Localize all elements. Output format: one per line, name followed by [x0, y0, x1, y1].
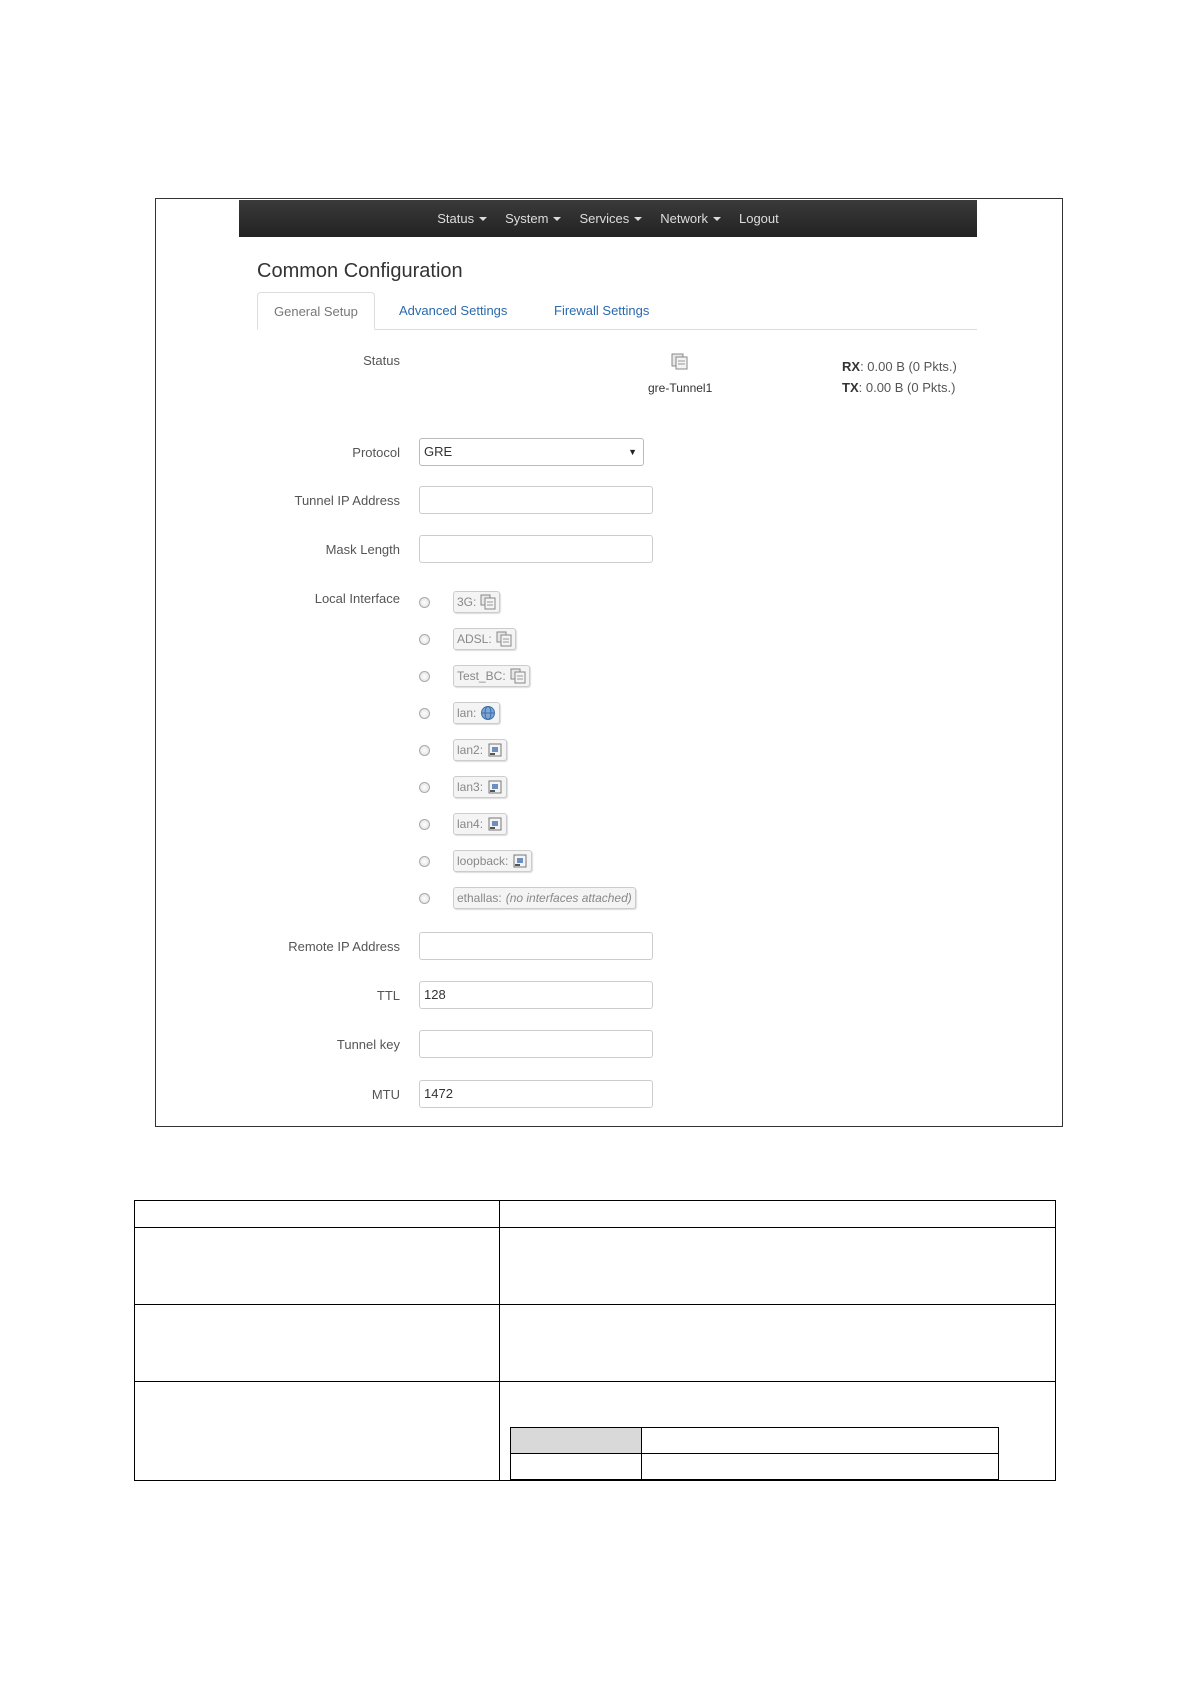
- ethernet-port-icon: [487, 816, 503, 832]
- dropdown-arrow-icon: ▼: [628, 447, 637, 457]
- mask-length-input[interactable]: [419, 535, 653, 563]
- table-cell: [135, 1382, 500, 1481]
- interface-badge-ethallas: [453, 887, 636, 909]
- nav-services[interactable]: [579, 211, 642, 226]
- nav-status-label: Status: [437, 211, 475, 226]
- interface-badge-lan2: [453, 739, 507, 761]
- inner-table: [510, 1427, 999, 1480]
- interface-badge-3g: [453, 591, 500, 613]
- inner-table-row: [511, 1454, 999, 1480]
- interface-name: ethallas:: [457, 891, 502, 905]
- radio-lan3[interactable]: [419, 782, 430, 793]
- caret-down-icon: [713, 217, 721, 221]
- network-device-icon: [671, 353, 689, 376]
- local-interface-option: [419, 700, 500, 726]
- interface-name: lan3:: [457, 780, 484, 794]
- radio-lan2[interactable]: [419, 745, 430, 756]
- interface-badge-test-bc: [453, 665, 530, 687]
- radio-lan4[interactable]: [419, 819, 430, 830]
- local-interface-label: Local Interface: [314, 591, 400, 606]
- network-device-icon: [496, 631, 512, 647]
- radio-loopback[interactable]: [419, 856, 430, 867]
- tab-general-setup[interactable]: General Setup: [257, 292, 375, 330]
- interface-name: 3G:: [457, 595, 477, 609]
- radio-ethallas[interactable]: [419, 893, 430, 904]
- nav-network-label: Network: [660, 211, 708, 226]
- inner-table-header-cell: [511, 1428, 642, 1454]
- remote-ip-label: Remote IP Address: [288, 939, 400, 954]
- tx-label: TX: [842, 380, 859, 395]
- table-row: [135, 1305, 1056, 1382]
- mtu-label: MTU: [371, 1087, 400, 1102]
- interface-badge-loopback: [453, 850, 532, 872]
- tunnel-key-input[interactable]: [419, 1030, 653, 1058]
- local-interface-option: [419, 626, 516, 652]
- table-cell: [500, 1201, 1056, 1228]
- bridge-icon: [480, 705, 496, 721]
- ethernet-port-icon: [487, 742, 503, 758]
- local-interface-option: [419, 885, 636, 911]
- ttl-input[interactable]: 128: [419, 981, 653, 1009]
- local-interface-option: [419, 737, 507, 763]
- inner-table-cell: [642, 1454, 999, 1480]
- radio-lan[interactable]: [419, 708, 430, 719]
- table-cell: [135, 1201, 500, 1228]
- tunnel-ip-label: Tunnel IP Address: [294, 493, 400, 508]
- local-interface-option: [419, 774, 507, 800]
- table-cell: [135, 1228, 500, 1305]
- interface-badge-lan4: [453, 813, 507, 835]
- inner-table-row: [511, 1428, 999, 1454]
- nav-logout[interactable]: [739, 211, 779, 226]
- nav-status[interactable]: [437, 211, 487, 226]
- interface-badge-lan: [453, 702, 500, 724]
- interface-badge-adsl: [453, 628, 516, 650]
- tab-firewall-settings[interactable]: Firewall Settings: [554, 303, 650, 318]
- rx-value: : 0.00 B (0 Pkts.): [860, 359, 957, 374]
- table-header-row: [135, 1201, 1056, 1228]
- radio-3g[interactable]: [419, 597, 430, 608]
- table-cell: [500, 1228, 1056, 1305]
- interface-badge-lan3: [453, 776, 507, 798]
- caret-down-icon: [553, 217, 561, 221]
- ethernet-port-icon: [487, 779, 503, 795]
- rx-label: RX: [842, 359, 861, 374]
- protocol-label: Protocol: [352, 445, 400, 460]
- nav-system[interactable]: [505, 211, 561, 226]
- nav-system-label: System: [505, 211, 549, 226]
- inner-table-cell: [642, 1428, 999, 1454]
- interface-name: Test_BC:: [457, 669, 506, 683]
- inner-table-cell: [511, 1454, 642, 1480]
- tunnel-key-label: Tunnel key: [336, 1037, 400, 1052]
- tx-value: : 0.00 B (0 Pkts.): [858, 380, 956, 395]
- protocol-value: GRE: [424, 444, 453, 459]
- table-cell: [135, 1305, 500, 1382]
- mask-length-label: Mask Length: [325, 542, 400, 557]
- local-interface-option: [419, 811, 507, 837]
- local-interface-option: [419, 848, 532, 874]
- top-navbar: [239, 200, 977, 237]
- interface-note: (no interfaces attached): [505, 891, 632, 905]
- nav-logout-label: Logout: [738, 211, 779, 226]
- rx-stat: [842, 356, 957, 377]
- caret-down-icon: [479, 217, 487, 221]
- nav-services-label: Services: [579, 211, 630, 226]
- interface-name: lan4:: [457, 817, 484, 831]
- network-device-icon: [480, 594, 496, 610]
- mtu-input[interactable]: 1472: [419, 1080, 653, 1108]
- network-device-icon: [510, 668, 526, 684]
- local-interface-option: [419, 589, 500, 615]
- interface-name: ADSL:: [457, 632, 492, 646]
- table-row: [135, 1382, 1056, 1481]
- table-cell: [500, 1382, 1056, 1481]
- parameter-table: [134, 1200, 1056, 1481]
- tab-advanced-settings[interactable]: Advanced Settings: [399, 303, 508, 318]
- page-title: Common Configuration: [257, 260, 463, 282]
- remote-ip-input[interactable]: [419, 932, 653, 960]
- status-label: Status: [363, 353, 400, 368]
- status-interface-name: gre-Tunnel1: [648, 381, 713, 395]
- traffic-stats: [842, 356, 957, 398]
- table-row: [135, 1228, 1056, 1305]
- ethernet-port-icon: [512, 853, 528, 869]
- tab-bar: [257, 292, 977, 330]
- interface-name: lan2:: [457, 743, 484, 757]
- protocol-select[interactable]: [419, 438, 644, 466]
- interface-name: lan:: [457, 706, 477, 720]
- radio-test-bc[interactable]: [419, 671, 430, 682]
- caret-down-icon: [634, 217, 642, 221]
- tunnel-ip-input[interactable]: [419, 486, 653, 514]
- interface-name: loopback:: [457, 854, 509, 868]
- table-cell: [500, 1305, 1056, 1382]
- local-interface-option: [419, 663, 530, 689]
- tx-stat: [842, 377, 957, 398]
- screenshot-frame: [155, 198, 1063, 1127]
- ttl-label: TTL: [376, 988, 400, 1003]
- nav-network[interactable]: [660, 211, 721, 226]
- radio-adsl[interactable]: [419, 634, 430, 645]
